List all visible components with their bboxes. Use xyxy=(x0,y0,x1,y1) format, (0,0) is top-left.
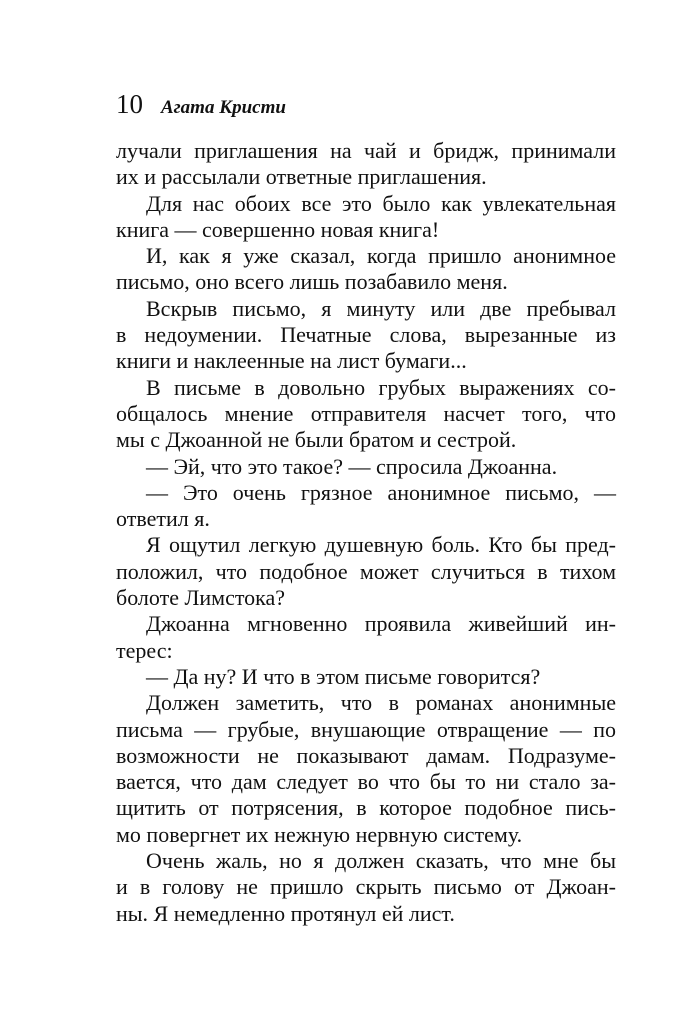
text-line: книга — совершенно новая книга! xyxy=(116,216,440,242)
text-line: письма — грубые, внушающие отвращение — по xyxy=(116,716,616,742)
text-line: их и рассылали ответные приглашения. xyxy=(116,164,487,190)
page-number: 10 xyxy=(116,89,143,119)
running-title-author: Агата Кристи xyxy=(161,97,286,118)
text-line: возможности не показывают дамам. Подразуме- xyxy=(116,742,616,768)
running-header xyxy=(116,86,286,122)
text-line: мы с Джоанной не были братом и сестрой. xyxy=(116,427,517,453)
text-line: — Эй, что это такое? — спросила Джоанна. xyxy=(146,453,558,479)
text-line: щитить от потрясения, в которое подобное пись- xyxy=(116,795,616,821)
text-line: вается, что дам следует во что бы то ни стало за- xyxy=(116,769,616,795)
text-line: письмо, оно всего лишь позабавило меня. xyxy=(116,269,508,295)
text-line: мо повергнет их нежную нервную систему. xyxy=(116,821,523,847)
text-line: положил, что подобное может случиться в тихом xyxy=(116,558,616,584)
text-line: — Это очень грязное анонимное письмо, — xyxy=(146,479,616,505)
text-line: Я ощутил легкую душевную боль. Кто бы пред- xyxy=(146,532,616,558)
text-line: — Да ну? И что в этом письме говорится? xyxy=(146,663,541,689)
text-line: в недоумении. Печатные слова, вырезанные из xyxy=(116,322,616,348)
text-line: болоте Лимстока? xyxy=(116,585,286,611)
body-text xyxy=(116,138,616,927)
text-line: и в голову не пришло скрыть письмо от Джоан- xyxy=(116,874,616,900)
text-line: ны. Я немедленно протянул ей лист. xyxy=(116,900,455,926)
text-line: Джоанна мгновенно проявила живейший ин- xyxy=(146,611,616,637)
text-line: Очень жаль, но я должен сказать, что мне бы xyxy=(146,848,616,874)
text-line: И, как я уже сказал, когда пришло анонимное xyxy=(146,243,616,269)
text-line: Должен заметить, что в романах анонимные xyxy=(146,690,616,716)
text-line: книги и наклеенные на лист бумаги... xyxy=(116,348,467,374)
text-line: Для нас обоих все это было как увлекательная xyxy=(146,190,616,216)
text-line: общалось мнение отправителя насчет того, что xyxy=(116,400,616,426)
text-line: ответил я. xyxy=(116,506,210,532)
text-line: лучали приглашения на чай и бридж, принимали xyxy=(116,138,616,163)
text-line: терес: xyxy=(116,637,173,663)
text-line: В письме в довольно грубых выражениях со- xyxy=(146,374,616,400)
text-line: Вскрыв письмо, я минуту или две пребывал xyxy=(146,295,616,321)
